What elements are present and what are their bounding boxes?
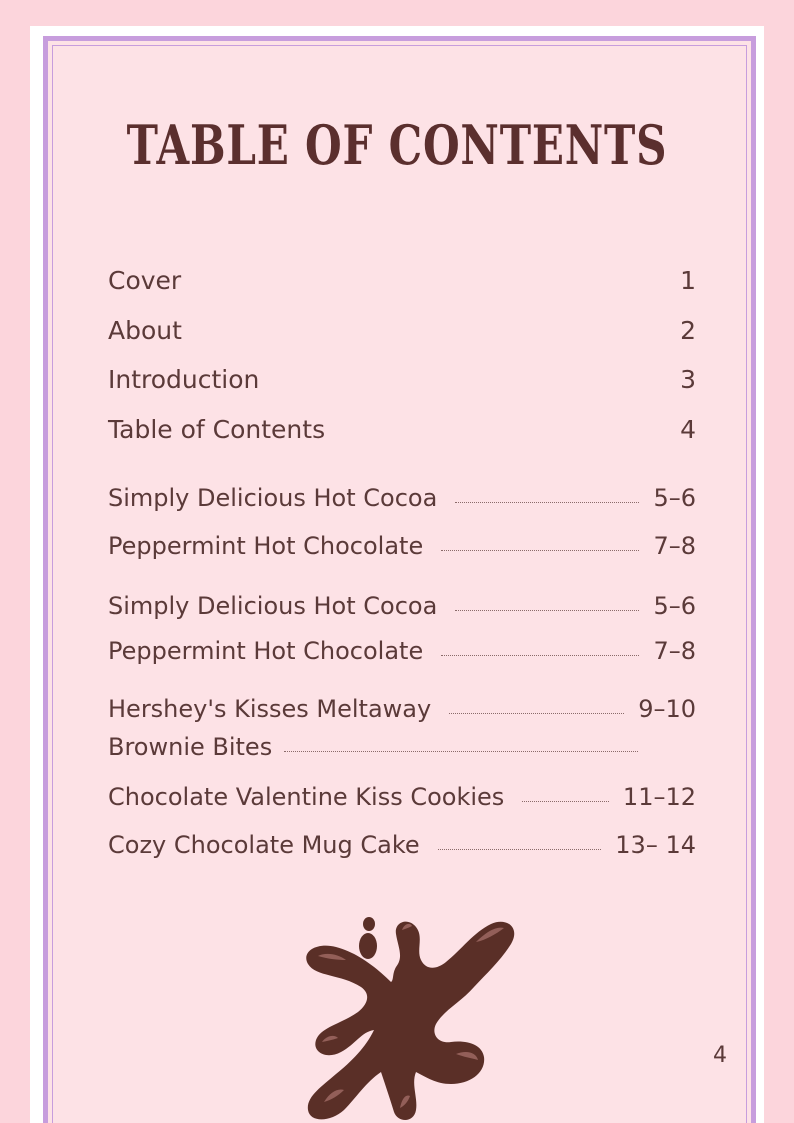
dot-leader	[455, 610, 639, 611]
toc-entry-label: Simply Delicious Hot Cocoa	[108, 484, 438, 512]
toc-entry-label: Cozy Chocolate Mug Cake	[108, 831, 420, 859]
dot-leader	[449, 713, 624, 714]
toc-entry-about[interactable]	[108, 316, 696, 346]
toc-entry-hot-cocoa[interactable]	[108, 483, 696, 513]
toc-entry-label: Chocolate Valentine Kiss Cookies	[108, 783, 505, 811]
toc-entry-kiss-cookies[interactable]	[108, 782, 696, 812]
page-number: 4	[713, 1043, 727, 1068]
toc-entry-page: 3	[680, 365, 696, 394]
toc-entry-label: Peppermint Hot Chocolate	[108, 637, 424, 665]
toc-entry-page: 9–10	[638, 695, 696, 723]
toc-entry-page: 7–8	[653, 637, 696, 665]
toc-entry-label: Introduction	[108, 365, 260, 394]
toc-entry-introduction[interactable]	[108, 365, 696, 395]
chocolate-splash-icon	[296, 912, 521, 1123]
toc-entry-peppermint-2[interactable]	[108, 636, 696, 666]
dot-leader	[441, 655, 639, 656]
toc-entry-cover[interactable]	[108, 266, 696, 296]
toc-entry-label: Hershey's Kisses Meltaway	[108, 695, 432, 723]
dot-leader	[522, 801, 609, 802]
toc-entry-label: Table of Contents	[108, 415, 326, 444]
toc-entry-label: Peppermint Hot Chocolate	[108, 532, 424, 560]
dot-leader	[441, 550, 639, 551]
dot-leader	[455, 502, 639, 503]
toc-entry-page: 13– 14	[615, 831, 696, 859]
toc-entry-page: 5–6	[653, 592, 696, 620]
toc-entry-hot-cocoa-2[interactable]	[108, 591, 696, 621]
toc-entry-page: 4	[680, 415, 696, 444]
toc-entry-label: Cover	[108, 266, 182, 295]
toc-entry-table-of-contents[interactable]	[108, 415, 696, 445]
toc-entry-continuation[interactable]	[108, 732, 638, 762]
toc-entry-label: Simply Delicious Hot Cocoa	[108, 592, 438, 620]
toc-entry-page: 11–12	[622, 783, 696, 811]
toc-entry-meltaway[interactable]	[108, 694, 696, 724]
dot-leader	[438, 849, 602, 850]
toc-entry-page: 5–6	[653, 484, 696, 512]
toc-entry-page: 1	[680, 266, 696, 295]
page-title: TABLE OF CONTENTS	[126, 113, 668, 177]
toc-entry-mug-cake[interactable]	[108, 830, 696, 860]
toc-entry-peppermint[interactable]	[108, 531, 696, 561]
toc-entry-page: 7–8	[653, 532, 696, 560]
toc-entry-label: Brownie Bites	[108, 733, 273, 761]
toc-entry-label: About	[108, 316, 182, 345]
toc-entry-page: 2	[680, 316, 696, 345]
dot-leader	[284, 751, 638, 752]
